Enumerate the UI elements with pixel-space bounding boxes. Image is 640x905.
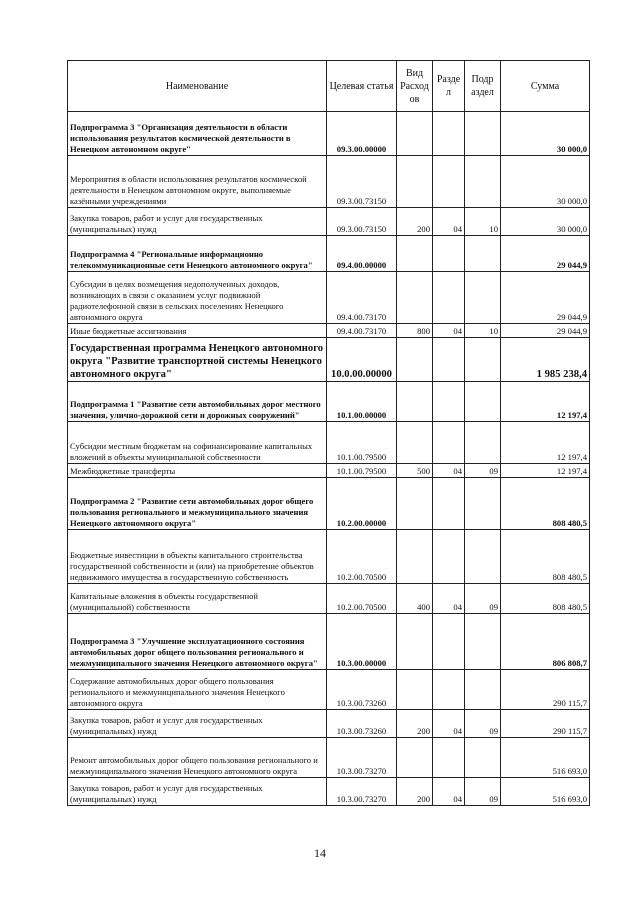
row-subsection-cell <box>465 422 501 464</box>
row-expense-type-cell <box>397 338 433 382</box>
row-name-cell: Ремонт автомобильных дорог общего пользования регионального и межмуниципального значения Ненецкого автономного округа <box>68 738 327 778</box>
row-amount-cell: 30 000,0 <box>501 208 590 236</box>
table-row <box>68 614 590 670</box>
row-subsection-cell <box>465 156 501 208</box>
table-row <box>68 422 590 464</box>
row-expense-type-cell: 200 <box>397 710 433 738</box>
row-subsection-cell <box>465 236 501 272</box>
row-amount-cell: 290 115,7 <box>501 670 590 710</box>
table-row <box>68 530 590 584</box>
row-expense-type-cell: 800 <box>397 324 433 338</box>
row-name-cell: Закупка товаров, работ и услуг для государственных (муниципальных) нужд <box>68 778 327 806</box>
row-name-cell: Государственная программа Ненецкого автономного округа "Развитие транспортной системы Ненецкого автономного округа" <box>68 338 327 382</box>
table-row <box>68 338 590 382</box>
row-amount-cell: 12 197,4 <box>501 422 590 464</box>
header-subsection: Подр аздел <box>465 61 501 112</box>
row-subsection-cell <box>465 272 501 324</box>
row-subsection-cell: 10 <box>465 324 501 338</box>
row-amount-cell: 808 480,5 <box>501 584 590 614</box>
row-expense-type-cell <box>397 614 433 670</box>
row-subsection-cell: 09 <box>465 710 501 738</box>
row-target-cell: 10.2.00.70500 <box>327 584 397 614</box>
row-amount-cell: 806 808,7 <box>501 614 590 670</box>
row-section-cell: 04 <box>433 324 465 338</box>
row-amount-cell: 516 693,0 <box>501 738 590 778</box>
row-section-cell: 04 <box>433 208 465 236</box>
table-row <box>68 112 590 156</box>
row-subsection-cell <box>465 338 501 382</box>
row-amount-cell: 29 044,9 <box>501 272 590 324</box>
row-section-cell <box>433 236 465 272</box>
row-expense-type-cell <box>397 478 433 530</box>
row-amount-cell: 516 693,0 <box>501 778 590 806</box>
row-target-cell: 10.0.00.00000 <box>327 338 397 382</box>
table-row <box>68 236 590 272</box>
table-row <box>68 324 590 338</box>
row-target-cell: 10.3.00.73270 <box>327 778 397 806</box>
header-amount: Сумма <box>501 61 590 112</box>
row-section-cell <box>433 112 465 156</box>
row-name-cell: Закупка товаров, работ и услуг для государственных (муниципальных) нужд <box>68 208 327 236</box>
row-expense-type-cell <box>397 382 433 422</box>
row-expense-type-cell: 200 <box>397 208 433 236</box>
row-subsection-cell: 09 <box>465 464 501 478</box>
row-section-cell <box>433 670 465 710</box>
row-name-cell: Субсидии местным бюджетам на софинансирование капитальных вложений в объекты муниципальной собственности <box>68 422 327 464</box>
table-row <box>68 670 590 710</box>
row-section-cell <box>433 738 465 778</box>
row-target-cell: 10.3.00.00000 <box>327 614 397 670</box>
row-name-cell: Содержание автомобильных дорог общего пользования регионального и межмуниципального значения Ненецкого автономного округа <box>68 670 327 710</box>
table-header-row <box>68 61 590 112</box>
row-subsection-cell: 09 <box>465 584 501 614</box>
row-name-cell: Закупка товаров, работ и услуг для государственных (муниципальных) нужд <box>68 710 327 738</box>
row-amount-cell: 1 985 238,4 <box>501 338 590 382</box>
row-target-cell: 10.3.00.73270 <box>327 738 397 778</box>
row-subsection-cell <box>465 614 501 670</box>
row-target-cell: 10.3.00.73260 <box>327 670 397 710</box>
row-target-cell: 09.3.00.00000 <box>327 112 397 156</box>
table-row <box>68 156 590 208</box>
row-section-cell: 04 <box>433 584 465 614</box>
row-section-cell <box>433 614 465 670</box>
row-section-cell <box>433 422 465 464</box>
row-target-cell: 10.1.00.00000 <box>327 382 397 422</box>
row-amount-cell: 808 480,5 <box>501 478 590 530</box>
row-name-cell: Подпрограмма 3 "Улучшение эксплуатационного состояния автомобильных дорог общего пользования регионального и межмуниципального значения Ненецкого автономного округа" <box>68 614 327 670</box>
row-expense-type-cell <box>397 670 433 710</box>
header-expense-type: Вид Расход ов <box>397 61 433 112</box>
row-name-cell: Подпрограмма 3 "Организация деятельности в области использования результатов космической деятельности в Ненецком автономном округе" <box>68 112 327 156</box>
row-subsection-cell <box>465 112 501 156</box>
table-row <box>68 382 590 422</box>
row-name-cell: Межбюджетные трансферты <box>68 464 327 478</box>
table-row <box>68 710 590 738</box>
row-expense-type-cell <box>397 156 433 208</box>
row-name-cell: Мероприятия в области использования результатов космической деятельности в Ненецком автономном округе, выполняемые казёнными учреждениями <box>68 156 327 208</box>
table-row <box>68 584 590 614</box>
header-target: Целевая статья <box>327 61 397 112</box>
row-name-cell: Бюджетные инвестиции в объекты капитального строительства государственной собственности и (или) на приобретение объектов недвижимого имущества в государственную собственность <box>68 530 327 584</box>
table-row <box>68 208 590 236</box>
row-target-cell: 09.3.00.73150 <box>327 156 397 208</box>
header-section: Разде л <box>433 61 465 112</box>
row-amount-cell: 808 480,5 <box>501 530 590 584</box>
row-target-cell: 09.4.00.73170 <box>327 272 397 324</box>
row-amount-cell: 30 000,0 <box>501 112 590 156</box>
row-target-cell: 10.3.00.73260 <box>327 710 397 738</box>
row-subsection-cell <box>465 738 501 778</box>
row-amount-cell: 29 044,9 <box>501 324 590 338</box>
row-section-cell <box>433 338 465 382</box>
row-amount-cell: 12 197,4 <box>501 382 590 422</box>
row-section-cell <box>433 272 465 324</box>
row-expense-type-cell <box>397 272 433 324</box>
row-section-cell: 04 <box>433 710 465 738</box>
row-name-cell: Подпрограмма 4 "Региональные информационно телекоммуникационные сети Ненецкого автономного округа" <box>68 236 327 272</box>
row-expense-type-cell <box>397 112 433 156</box>
table-row <box>68 478 590 530</box>
row-expense-type-cell: 400 <box>397 584 433 614</box>
row-expense-type-cell <box>397 530 433 584</box>
row-section-cell <box>433 156 465 208</box>
row-expense-type-cell: 200 <box>397 778 433 806</box>
row-target-cell: 09.4.00.73170 <box>327 324 397 338</box>
row-name-cell: Подпрограмма 1 "Развитие сети автомобильных дорог местного значения, улично-дорожной сети и дорожных сооружений" <box>68 382 327 422</box>
row-target-cell: 10.2.00.70500 <box>327 530 397 584</box>
row-section-cell <box>433 478 465 530</box>
row-amount-cell: 29 044,9 <box>501 236 590 272</box>
header-name: Наименование <box>68 61 327 112</box>
row-target-cell: 10.1.00.79500 <box>327 422 397 464</box>
row-expense-type-cell <box>397 738 433 778</box>
row-subsection-cell: 09 <box>465 778 501 806</box>
row-target-cell: 09.4.00.00000 <box>327 236 397 272</box>
row-subsection-cell <box>465 530 501 584</box>
row-amount-cell: 30 000,0 <box>501 156 590 208</box>
row-subsection-cell <box>465 382 501 422</box>
row-section-cell <box>433 530 465 584</box>
page-number: 14 <box>314 846 326 860</box>
row-name-cell: Иные бюджетные ассигнования <box>68 324 327 338</box>
row-subsection-cell: 10 <box>465 208 501 236</box>
row-target-cell: 10.1.00.79500 <box>327 464 397 478</box>
row-section-cell: 04 <box>433 464 465 478</box>
table-row <box>68 778 590 806</box>
budget-table <box>67 60 590 806</box>
row-name-cell: Капитальные вложения в объекты государственной (муниципальной) собственности <box>68 584 327 614</box>
table-row <box>68 464 590 478</box>
table-row <box>68 272 590 324</box>
table-body <box>68 112 590 806</box>
row-amount-cell: 12 197,4 <box>501 464 590 478</box>
row-section-cell <box>433 382 465 422</box>
row-expense-type-cell: 500 <box>397 464 433 478</box>
table-row <box>68 738 590 778</box>
row-section-cell: 04 <box>433 778 465 806</box>
row-expense-type-cell <box>397 236 433 272</box>
row-amount-cell: 290 115,7 <box>501 710 590 738</box>
row-name-cell: Субсидии в целях возмещения недополученных доходов, возникающих в связи с оказанием услуг подвижной радиотелефонной связи в сельских поселениях Ненецкого автономного округа <box>68 272 327 324</box>
row-subsection-cell <box>465 478 501 530</box>
row-name-cell: Подпрограмма 2 "Развитие сети автомобильных дорог общего пользования регионального и межмуниципального значения Ненецкого автономного округа" <box>68 478 327 530</box>
row-subsection-cell <box>465 670 501 710</box>
row-expense-type-cell <box>397 422 433 464</box>
row-target-cell: 10.2.00.00000 <box>327 478 397 530</box>
row-target-cell: 09.3.00.73150 <box>327 208 397 236</box>
